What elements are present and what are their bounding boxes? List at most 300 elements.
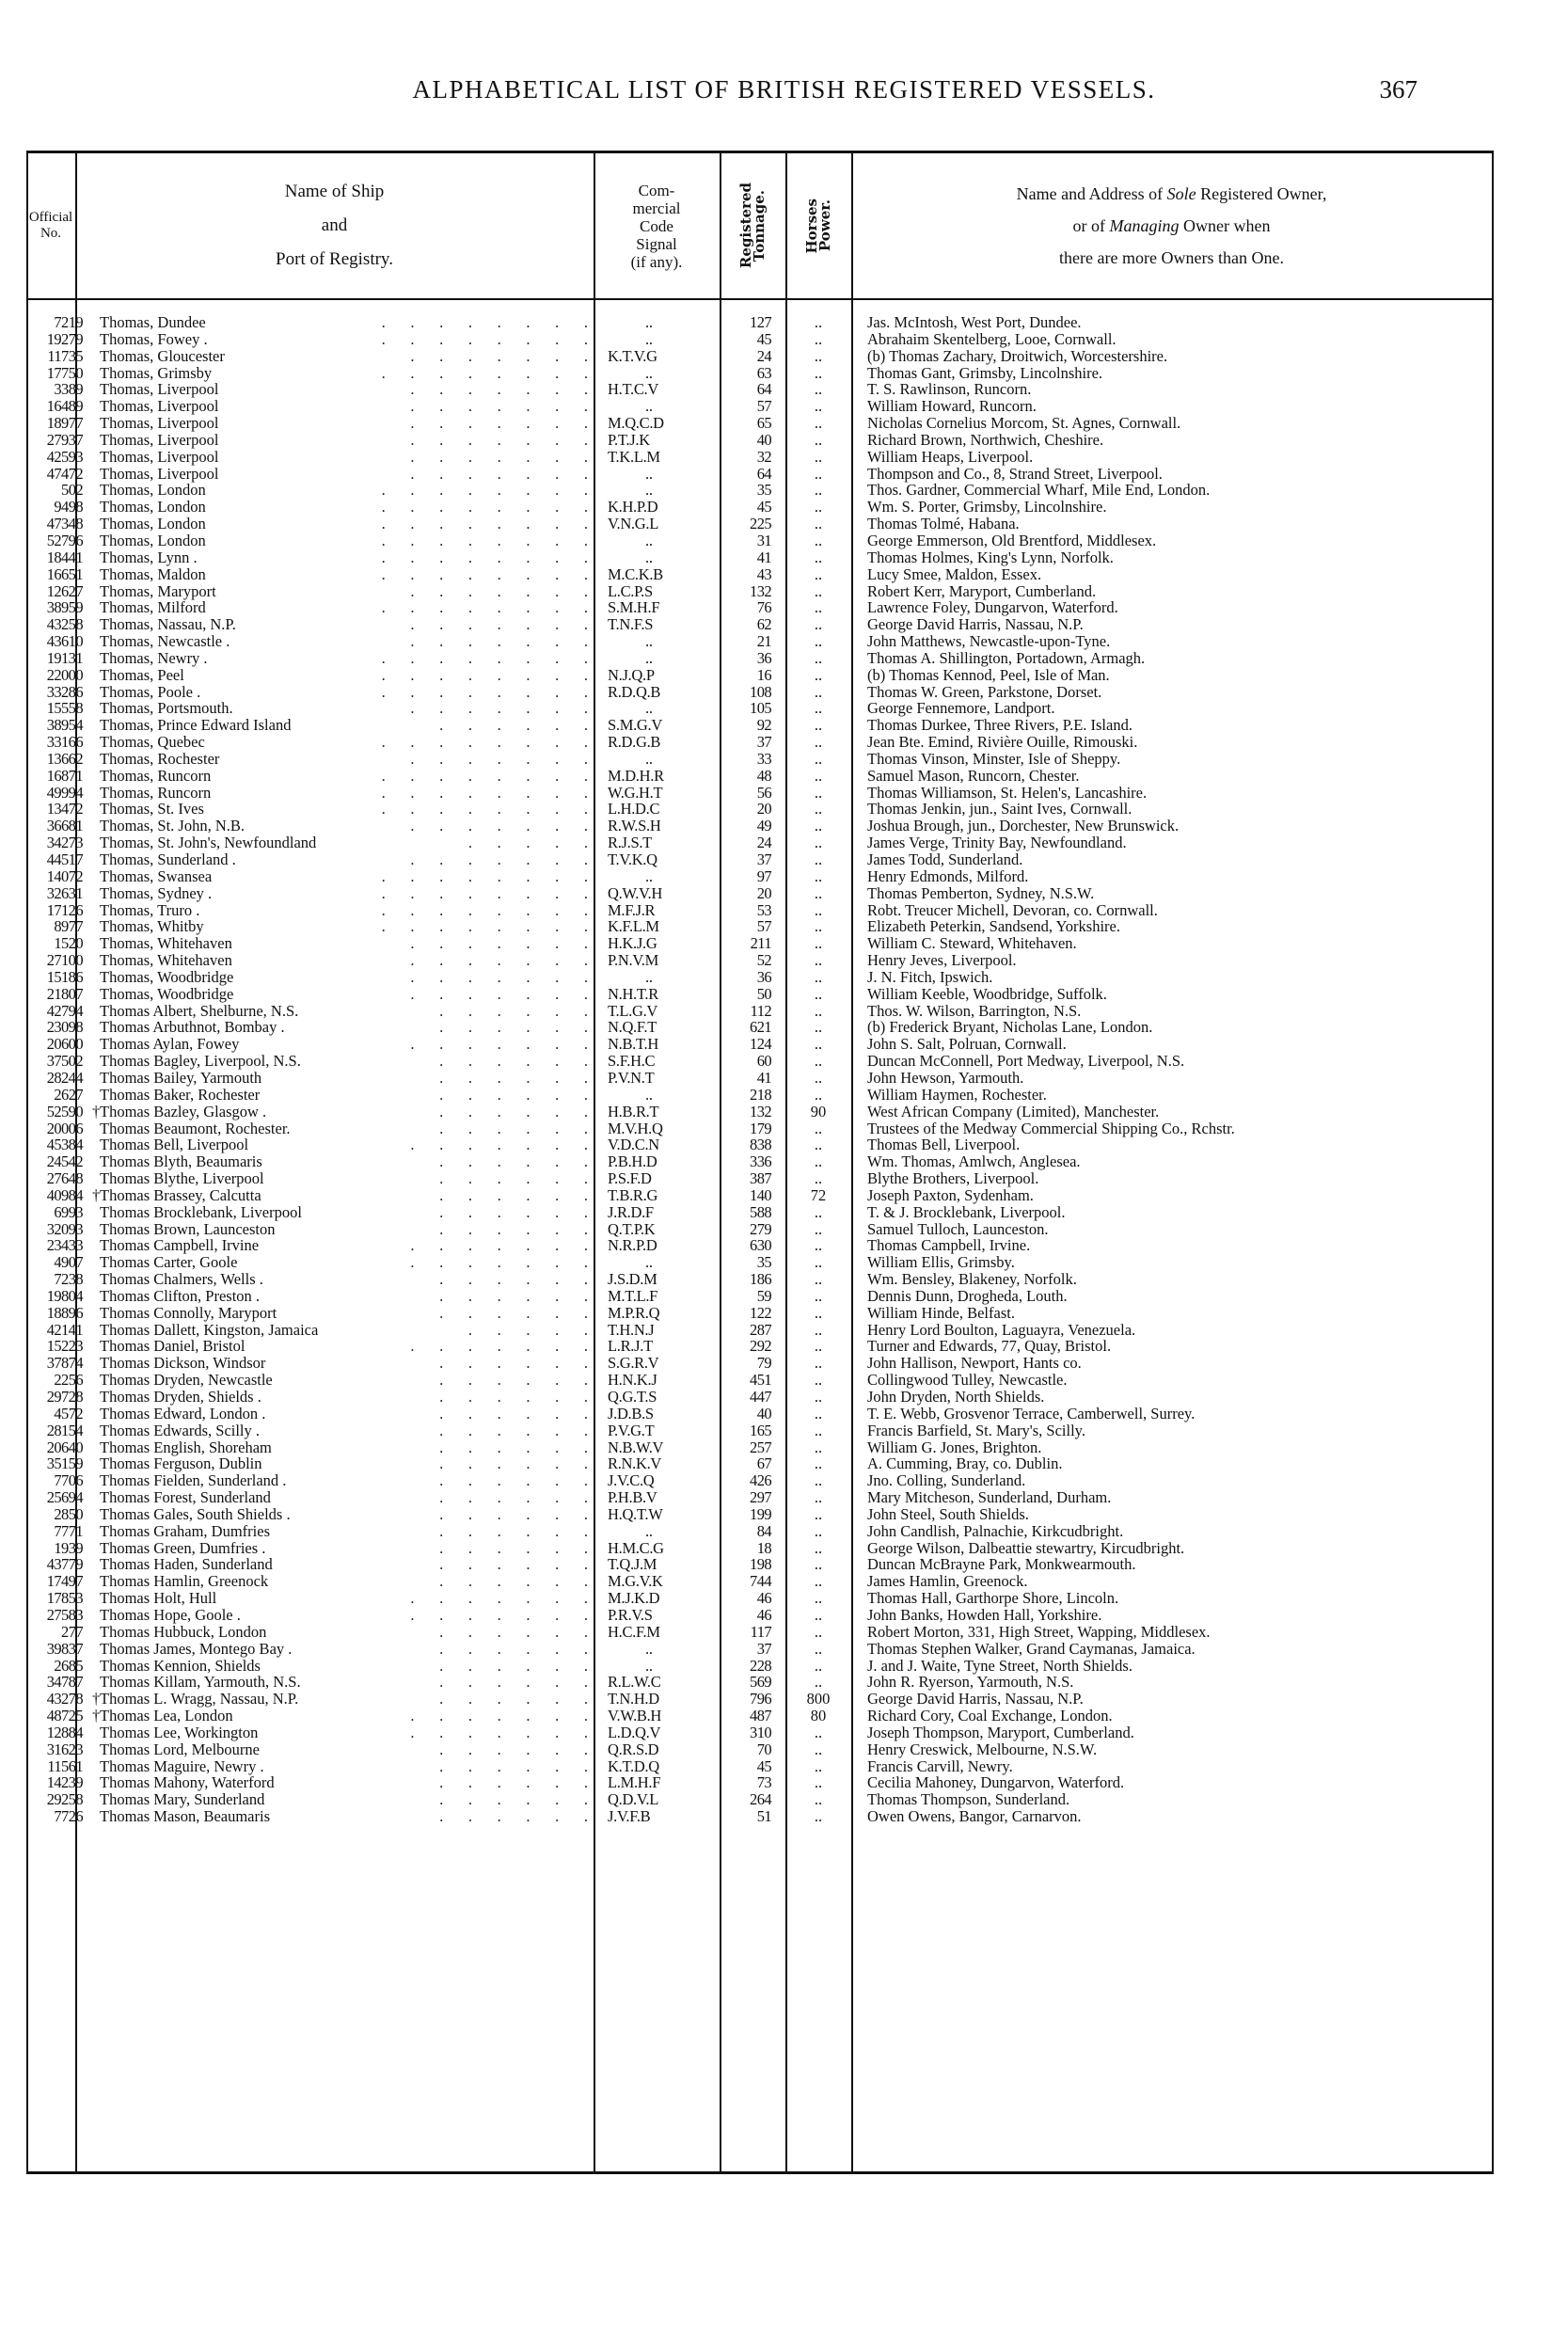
table-row <box>26 1170 1494 1187</box>
horse-power: .. <box>814 1371 823 1390</box>
header-text: Owner when <box>1179 216 1271 235</box>
official-number: 277 <box>61 1622 83 1641</box>
ship-name-text: Thomas Fielden, Sunderland . <box>100 1471 287 1490</box>
ship-name-text: Thomas, Lynn . <box>100 548 198 566</box>
table-row <box>26 952 1494 969</box>
table-row <box>26 1658 1494 1675</box>
horse-power: .. <box>814 515 823 533</box>
horse-power: 90 <box>810 1102 827 1120</box>
official-number: 15223 <box>46 1337 83 1356</box>
table-row <box>26 1372 1494 1389</box>
owner-name-address: West African Company (Limited), Manchester. <box>867 1102 1160 1120</box>
signal-code: Q.W.V.H <box>608 883 662 902</box>
registered-tonnage: 50 <box>756 984 771 1003</box>
table-row <box>26 1607 1494 1624</box>
owner-name-address: Wm. S. Porter, Grimsby, Lincolnshire. <box>867 498 1107 516</box>
leader-dots: . . . . . . <box>439 1152 589 1171</box>
signal-code: R.D.Q.B <box>608 682 661 701</box>
registered-tonnage: 447 <box>750 1388 771 1406</box>
leader-dots: . . . . . . . . <box>381 883 589 902</box>
horse-power: .. <box>814 834 823 852</box>
registered-tonnage: 37 <box>756 1639 771 1658</box>
official-number: 22000 <box>46 665 83 684</box>
horse-power: .. <box>814 1136 823 1154</box>
registered-tonnage: 52 <box>756 951 771 970</box>
official-number: 43779 <box>46 1555 83 1574</box>
owner-name-address: Turner and Edwards, 77, Quay, Bristol. <box>867 1337 1112 1356</box>
signal-code: P.N.V.M <box>608 951 658 970</box>
horse-power: .. <box>814 1504 823 1523</box>
table-row <box>26 667 1494 684</box>
table-row <box>26 499 1494 516</box>
owner-name-address: Thomas Pemberton, Sydney, N.S.W. <box>867 883 1095 902</box>
official-number: 12627 <box>46 581 83 600</box>
table-row <box>26 1774 1494 1791</box>
signal-code: J.D.B.S <box>608 1404 654 1422</box>
table-row <box>26 918 1494 935</box>
table-row <box>26 1556 1494 1573</box>
owner-name-address: John S. Salt, Polruan, Cornwall. <box>867 1035 1067 1054</box>
horse-power: .. <box>814 1320 823 1339</box>
signal-code: T.B.R.G <box>608 1185 658 1204</box>
signal-code: .. <box>645 1656 653 1675</box>
table-row <box>26 1406 1494 1422</box>
leader-dots: . . . . . . . . <box>381 598 589 617</box>
owner-name-address: Jas. McIntosh, West Port, Dundee. <box>867 313 1082 331</box>
registered-tonnage: 127 <box>750 313 771 331</box>
ship-name-text: Thomas Connolly, Maryport <box>100 1303 277 1322</box>
registered-tonnage: 257 <box>750 1438 771 1456</box>
ship-name-text: Thomas, London <box>100 498 206 516</box>
signal-code: M.Q.C.D <box>608 414 664 433</box>
header-text: Horses <box>803 198 820 254</box>
header-text: Code <box>640 216 673 235</box>
table-row <box>26 700 1494 717</box>
registered-tonnage: 838 <box>750 1136 771 1154</box>
leader-dots: . . . . . . <box>439 1656 589 1675</box>
ship-name-text: Thomas Lord, Melbourne <box>100 1740 261 1758</box>
owner-name-address: Thomas W. Green, Parkstone, Dorset. <box>867 682 1102 701</box>
official-number: 14239 <box>46 1773 83 1792</box>
signal-code: H.M.C.G <box>608 1538 664 1557</box>
official-number: 17126 <box>46 900 83 919</box>
official-number: 32093 <box>46 1219 83 1238</box>
owner-name-address: James Hamlin, Greenock. <box>867 1572 1028 1591</box>
horse-power: .. <box>814 817 823 835</box>
horse-power: .. <box>814 1068 823 1087</box>
owner-name-address: John Steel, South Shields. <box>867 1504 1029 1523</box>
official-number: 12884 <box>46 1723 83 1741</box>
ship-name-text: Thomas, St. John's, Newfoundland <box>100 834 317 852</box>
leader-dots: . . . . . . . <box>410 632 589 651</box>
signal-code: .. <box>645 329 653 348</box>
owner-name-address: Henry Jeves, Liverpool. <box>867 951 1017 970</box>
signal-code: T.V.K.Q <box>608 850 657 868</box>
leader-dots: . . . . . . . <box>410 1337 589 1356</box>
table-row <box>26 1288 1494 1305</box>
registered-tonnage: 24 <box>756 834 771 852</box>
leader-dots: . . . . . . . <box>410 1589 589 1608</box>
ship-name-text: Thomas Green, Dumfries . <box>100 1538 266 1557</box>
leader-dots: . . . . . . . <box>410 447 589 466</box>
ship-name-text: Thomas Campbell, Irvine <box>100 1236 260 1255</box>
table-row <box>26 1204 1494 1221</box>
official-number: 42593 <box>46 447 83 466</box>
leader-dots: . . . . . . <box>439 1504 589 1523</box>
signal-code: T.Q.J.M <box>608 1555 657 1574</box>
official-number: 1520 <box>54 934 83 953</box>
registered-tonnage: 48 <box>756 766 771 785</box>
header-owner <box>851 153 1492 298</box>
dagger-mark: † <box>92 1690 101 1708</box>
ship-name-text: Thomas, Whitby <box>100 917 204 936</box>
official-number: 34273 <box>46 834 83 852</box>
leader-dots: . . . . . . <box>439 1068 589 1087</box>
horse-power: .. <box>814 1270 823 1289</box>
horse-power: .. <box>814 665 823 684</box>
horse-power: .. <box>814 363 823 382</box>
leader-dots: . . . . . . . . <box>381 363 589 382</box>
registered-tonnage: 35 <box>756 1253 771 1272</box>
official-number: 7238 <box>54 1270 83 1289</box>
registered-tonnage: 41 <box>756 1068 771 1087</box>
official-number: 27583 <box>46 1605 83 1624</box>
header-text: Port of Registry. <box>276 249 393 269</box>
leader-dots: . . . . . . . . <box>381 313 589 331</box>
leader-dots: . . . . . <box>467 834 589 852</box>
header-text: Power. <box>816 199 833 252</box>
owner-name-address: Mary Mitcheson, Sunderland, Durham. <box>867 1488 1112 1507</box>
leader-dots: . . . . . . . . <box>381 866 589 885</box>
signal-code: L.H.D.C <box>608 800 660 818</box>
official-number: 7726 <box>54 1807 83 1826</box>
registered-tonnage: 40 <box>756 1404 771 1422</box>
leader-dots: . . . . . . . <box>410 1136 589 1154</box>
signal-code: P.V.G.T <box>608 1421 655 1439</box>
header-bottom-rule <box>26 298 1494 300</box>
signal-code: .. <box>645 1253 653 1272</box>
registered-tonnage: 487 <box>750 1707 771 1725</box>
leader-dots: . . . . . . <box>439 1673 589 1692</box>
owner-name-address: George David Harris, Nassau, N.P. <box>867 1690 1084 1708</box>
table-row <box>26 314 1494 331</box>
signal-code: N.R.P.D <box>608 1236 657 1255</box>
signal-code: L.M.H.F <box>608 1773 661 1792</box>
horse-power: 72 <box>810 1185 827 1204</box>
horse-power: .. <box>814 1337 823 1356</box>
horse-power: .. <box>814 733 823 752</box>
ship-name-text: Thomas Mary, Sunderland <box>100 1790 265 1809</box>
signal-code: S.G.R.V <box>608 1354 659 1373</box>
table-row <box>26 633 1494 650</box>
header-text: Managing <box>1109 216 1180 235</box>
signal-code: .. <box>645 1085 653 1104</box>
horse-power: .. <box>814 498 823 516</box>
registered-tonnage: 310 <box>750 1723 771 1741</box>
registered-tonnage: 32 <box>756 447 771 466</box>
registered-tonnage: 426 <box>750 1471 771 1490</box>
header-text: there are more Owners than One. <box>1059 248 1284 267</box>
official-number: 39837 <box>46 1639 83 1658</box>
owner-name-address: William Haymen, Rochester. <box>867 1085 1047 1104</box>
leader-dots: . . . . . . . . <box>381 917 589 936</box>
leader-dots: . . . . . . . . <box>381 329 589 348</box>
signal-code: .. <box>645 1521 653 1540</box>
signal-code: .. <box>645 699 653 718</box>
registered-tonnage: 796 <box>750 1690 771 1708</box>
ship-name-text: Thomas James, Montego Bay . <box>100 1639 293 1658</box>
table-row <box>26 785 1494 802</box>
owner-name-address: John Hewson, Yarmouth. <box>867 1068 1024 1087</box>
owner-name-address: Owen Owens, Bangor, Carnarvon. <box>867 1807 1082 1826</box>
ship-name-text: Thomas, Whitehaven <box>100 934 232 953</box>
owner-name-address: Henry Creswick, Melbourne, N.S.W. <box>867 1740 1098 1758</box>
horse-power: .. <box>814 1555 823 1574</box>
ship-name-text: Thomas Dallett, Kingston, Jamaica <box>100 1320 319 1339</box>
official-number: 1939 <box>54 1538 83 1557</box>
leader-dots: . . . . . . . . <box>381 564 589 583</box>
registered-tonnage: 451 <box>750 1371 771 1390</box>
registered-tonnage: 228 <box>750 1656 771 1675</box>
table-row <box>26 1070 1494 1087</box>
table-row <box>26 365 1494 382</box>
ship-name-text: Thomas, Liverpool <box>100 397 219 416</box>
horse-power: .. <box>814 1656 823 1675</box>
page-title: ALPHABETICAL LIST OF BRITISH REGISTERED VESSELS. <box>412 75 1156 103</box>
owner-name-address: T. S. Rawlinson, Runcorn. <box>867 380 1032 399</box>
official-number: 19279 <box>46 329 83 348</box>
official-number: 18896 <box>46 1303 83 1322</box>
owner-name-address: Thomas Gant, Grimsby, Lincolnshire. <box>867 363 1103 382</box>
owner-name-address: George Wilson, Dalbeattie stewartry, Kircudbright. <box>867 1538 1185 1557</box>
horse-power: .. <box>814 934 823 953</box>
ship-name-text: Thomas, London <box>100 481 206 500</box>
signal-code: H.Q.T.W <box>608 1504 663 1523</box>
signal-code: K.T.V.G <box>608 346 657 365</box>
registered-tonnage: 67 <box>756 1454 771 1473</box>
registered-tonnage: 744 <box>750 1572 771 1591</box>
horse-power: .. <box>814 749 823 768</box>
leader-dots: . . . . . . . . <box>381 900 589 919</box>
table-row <box>26 1808 1494 1825</box>
leader-dots: . . . . . . . <box>410 951 589 970</box>
registered-tonnage: 132 <box>750 581 771 600</box>
leader-dots: . . . . . . <box>439 1119 589 1137</box>
table-row <box>26 482 1494 499</box>
registered-tonnage: 630 <box>750 1236 771 1255</box>
signal-code: P.V.N.T <box>608 1068 655 1087</box>
table-row <box>26 1741 1494 1758</box>
official-number: 42794 <box>46 1001 83 1020</box>
table-row <box>26 1708 1494 1724</box>
dagger-mark: † <box>92 1707 101 1725</box>
leader-dots: . . . . . . . <box>410 850 589 868</box>
official-number: 4907 <box>54 1253 83 1272</box>
ship-name-text: Thomas Hope, Goole . <box>100 1605 241 1624</box>
horse-power: .. <box>814 531 823 549</box>
leader-dots: . . . . . . . . <box>381 733 589 752</box>
signal-code: H.C.F.M <box>608 1622 660 1641</box>
owner-name-address: John Banks, Howden Hall, Yorkshire. <box>867 1605 1102 1624</box>
horse-power: .. <box>814 800 823 818</box>
owner-name-address: Richard Brown, Northwich, Cheshire. <box>867 430 1104 449</box>
header-text <box>1017 178 1327 210</box>
official-number: 16489 <box>46 397 83 416</box>
official-number: 49994 <box>46 783 83 802</box>
owner-name-address: William Howard, Runcorn. <box>867 397 1037 416</box>
ship-name-text: Thomas Edward, London . <box>100 1404 266 1422</box>
table-row <box>26 1338 1494 1355</box>
ship-name-text: Thomas Mason, Beaumaris <box>100 1807 271 1826</box>
signal-code: H.B.R.T <box>608 1102 659 1120</box>
owner-name-address: William G. Jones, Brighton. <box>867 1438 1042 1456</box>
registered-tonnage: 112 <box>750 1001 771 1020</box>
owner-name-address: John Candlish, Palnachie, Kirkcudbright. <box>867 1521 1124 1540</box>
header-text: Sole <box>1166 184 1196 203</box>
horse-power: .. <box>814 464 823 483</box>
leader-dots: . . . . . . . . <box>381 648 589 667</box>
leader-dots: . . . . . . . . <box>381 783 589 802</box>
leader-dots: . . . . . . <box>439 1807 589 1826</box>
official-number: 27648 <box>46 1169 83 1188</box>
ship-name-text: Thomas, Sunderland . <box>100 850 236 868</box>
table-row <box>26 1523 1494 1540</box>
official-number: 21807 <box>46 984 83 1003</box>
table-row <box>26 599 1494 616</box>
ship-name-text: Thomas, London <box>100 531 206 549</box>
table-row <box>26 751 1494 768</box>
header-text: mercial <box>632 199 681 217</box>
leader-dots: . . . . . . <box>439 1471 589 1490</box>
official-number: 34787 <box>46 1673 83 1692</box>
registered-tonnage: 225 <box>750 515 771 533</box>
leader-dots: . . . . . . <box>439 1572 589 1591</box>
owner-name-address: Thomas Stephen Walker, Grand Caymanas, Jamaica. <box>867 1639 1196 1658</box>
registered-tonnage: 165 <box>750 1421 771 1439</box>
official-number: 23433 <box>46 1236 83 1255</box>
owner-name-address: Samuel Tulloch, Launceston. <box>867 1219 1049 1238</box>
official-number: 9498 <box>54 498 83 516</box>
horse-power: .. <box>814 1421 823 1439</box>
ship-name-text: Thomas Hubbuck, London <box>100 1622 267 1641</box>
official-number: 17853 <box>46 1589 83 1608</box>
signal-code: N.B.W.V <box>608 1438 664 1456</box>
owner-name-address: Thomas A. Shillington, Portadown, Armagh. <box>867 648 1146 667</box>
official-number: 13662 <box>46 749 83 768</box>
signal-code: N.H.T.R <box>608 984 658 1003</box>
horse-power: .. <box>814 1169 823 1188</box>
table-row <box>26 1489 1494 1506</box>
registered-tonnage: 24 <box>756 346 771 365</box>
leader-dots: . . . . . . <box>439 1438 589 1456</box>
horse-power: .. <box>814 1085 823 1104</box>
signal-code: T.H.N.J <box>608 1320 655 1339</box>
leader-dots: . . . . . . . . <box>381 548 589 566</box>
table-row <box>26 1271 1494 1288</box>
owner-name-address: William Hinde, Belfast. <box>867 1303 1015 1322</box>
registered-tonnage: 84 <box>756 1521 771 1540</box>
horse-power: .. <box>814 716 823 735</box>
signal-code: .. <box>645 648 653 667</box>
header-text: Name and Address of <box>1016 184 1167 203</box>
leader-dots: . . . . . . . <box>410 967 589 986</box>
signal-code: W.G.H.T <box>608 783 663 802</box>
horse-power: .. <box>814 430 823 449</box>
signal-code: M.V.H.Q <box>608 1119 663 1137</box>
table-row <box>26 986 1494 1003</box>
ship-name-text: Thomas Mahony, Waterford <box>100 1773 275 1792</box>
ship-name-text: Thomas Blyth, Beaumaris <box>100 1152 262 1171</box>
leader-dots: . . . . . . <box>439 1185 589 1204</box>
registered-tonnage: 20 <box>756 800 771 818</box>
header-official-no <box>26 153 75 298</box>
official-number: 8977 <box>54 917 83 936</box>
official-number: 2850 <box>54 1504 83 1523</box>
signal-code: .. <box>645 632 653 651</box>
ship-name-text: Thomas Brassey, Calcutta <box>100 1185 261 1204</box>
page-number: 367 <box>1379 75 1418 103</box>
ship-name-text: Thomas Lea, London <box>100 1707 233 1725</box>
official-number: 2685 <box>54 1656 83 1675</box>
ship-name-text: Thomas Dickson, Windsor <box>100 1354 266 1373</box>
table-row <box>26 381 1494 398</box>
horse-power: .. <box>814 447 823 466</box>
table-row <box>26 868 1494 885</box>
table-row <box>26 834 1494 851</box>
owner-name-address: Cecilia Mahoney, Dungarvon, Waterford. <box>867 1773 1125 1792</box>
ship-name-text: Thomas, Woodbridge <box>100 984 234 1003</box>
ship-name-text: Thomas Carter, Goole <box>100 1253 238 1272</box>
horse-power: .. <box>814 1807 823 1826</box>
ship-name-text: Thomas, Whitehaven <box>100 951 232 970</box>
registered-tonnage: 132 <box>750 1102 771 1120</box>
official-number: 27937 <box>46 430 83 449</box>
ship-name-text: Thomas, Liverpool <box>100 380 219 399</box>
table-row <box>26 935 1494 952</box>
horse-power: .. <box>814 766 823 785</box>
registered-tonnage: 70 <box>756 1740 771 1758</box>
horse-power: .. <box>814 850 823 868</box>
registered-tonnage: 292 <box>750 1337 771 1356</box>
ship-name-text: Thomas Bell, Liverpool <box>100 1136 249 1154</box>
horse-power: .. <box>814 598 823 617</box>
leader-dots: . . . . . . <box>439 716 589 735</box>
registered-tonnage: 279 <box>750 1219 771 1238</box>
owner-name-address: (b) Thomas Zachary, Droitwich, Worcestershire. <box>867 346 1168 365</box>
owner-name-address: Wm. Thomas, Amlwch, Anglesea. <box>867 1152 1081 1171</box>
table-row <box>26 1791 1494 1808</box>
owner-name-address: William Heaps, Liverpool. <box>867 447 1034 466</box>
official-number: 43610 <box>46 632 83 651</box>
leader-dots: . . . . . . <box>439 1790 589 1809</box>
owner-name-address: Francis Carvill, Newry. <box>867 1756 1013 1775</box>
signal-code: .. <box>645 464 653 483</box>
official-number: 52796 <box>46 531 83 549</box>
table-row <box>26 1472 1494 1489</box>
dagger-mark: † <box>92 1185 101 1204</box>
horse-power: 800 <box>806 1690 831 1708</box>
registered-tonnage: 140 <box>750 1185 771 1204</box>
ship-name-text: Thomas Bailey, Yarmouth <box>100 1068 262 1087</box>
table-row <box>26 1221 1494 1238</box>
registered-tonnage: 40 <box>756 430 771 449</box>
horse-power: .. <box>814 1773 823 1792</box>
owner-name-address: John Hallison, Newport, Hants co. <box>867 1354 1082 1373</box>
ship-name-text: Thomas Lee, Workington <box>100 1723 259 1741</box>
leader-dots: . . . . . . . <box>410 1035 589 1054</box>
ship-name-text: Thomas Clifton, Preston . <box>100 1286 261 1305</box>
table-row <box>26 348 1494 365</box>
